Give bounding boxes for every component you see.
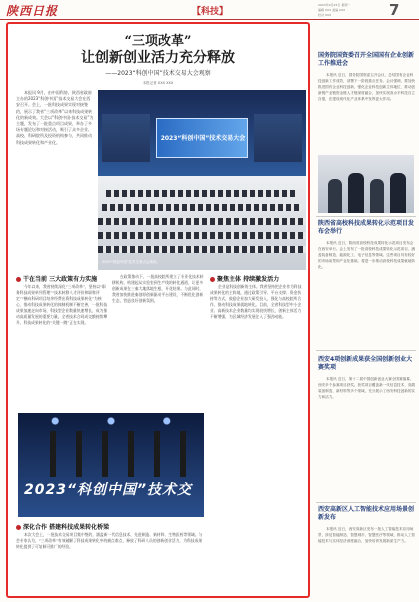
person-figure [390,173,406,213]
byline: 本报记者 XXX XXX [142,81,174,85]
section-3-heading [16,522,109,531]
sidebar-item-4-title: 西安高新区人工智能技术应用场景创新发布 [318,506,415,521]
section-2-body: 企业是科技创新的主体。我省坚持把企业作为科技成果转化的主阵地，通过政策引导、平台支撑、资金扶持等方式，鼓励企业加大研发投入，强化与高校院所合作，推动科技成果就地转化。目前，全省科技型中小企业、高新技术企业数量均实现较快增长，创新主体活力不断增强，为区域经济发展注入了强劲动能。 [210,284,302,319]
headline-line-2: 让创新创业活力充分释放 [81,50,235,66]
sidebar-item-1-body: 本报讯 近日，国务院国资委召开会议，总结国有企业科技创新工作成效，部署下一阶段重点任务。会议强调，要加快推进国有企业科技创新，强化企业科技创新主体地位，推动创新链产业链资金链人才链深度融合，加快实现高水平科技自立自强，在建设现代化产业体系中发挥更大作用。 [318,73,416,101]
pub-info-line: 编辑 XXX 美编 XXX [318,8,346,12]
photo-caption: 2023“科创中国”技术交易大会现场。 [102,260,161,264]
bullet-dot-icon [16,525,21,530]
audience-row [98,232,306,239]
stage-lights [18,413,204,429]
pub-info-line: 2023年9月25日 星期一 [318,3,351,7]
audience-row [98,218,306,225]
section-1-heading-text: 干在当前 三大政策有力实施 [23,276,98,283]
sidebar-photo [318,155,414,213]
newspaper-brand: 陕西日报 [6,4,59,18]
bullet-dot-icon [210,277,215,282]
sidebar-item-2-body: 本报讯 近日，陕西省高校科技成果转化示范项目发布会在西安举行。会上发布了一批高校科技成果转化示范项目，涵盖装备制造、能源化工、电子信息等领域。这些项目具有较好的市场前景和产业化基础，将进一步推动高校科技成果就地转化。 [318,241,416,269]
section-2-heading [210,274,279,283]
audience-row [98,246,306,253]
sidebar-item-3-title: 西安4项创新成果获全国创新创业大赛奖项 [318,356,413,371]
audience-row [106,190,298,197]
side-screen [102,114,150,162]
section-3-heading-text: 深化合作 搭建科技成果转化桥梁 [23,524,110,531]
page-number: 7 [389,1,400,19]
screen-title: 2023“科创中国”技术交易大会 [160,135,246,142]
lead-paragraph: 本报讯 9月，由中国科协、陕西省政府主办的2023“科创中国”技术交易大会在西安召开。会上，一批科技成果实现对接签约，展示了我省“三项改革”以来科技成果转化的新成效。大会以“科创中国·技术交易”为主题，发布了一批重点项目成果，举办了多场专题论坛和对接活动，吸引了众多企业、高校、科研院所及投资机构参与，共同推动科技成果转化和产业化。 [16,90,94,145]
divider [316,350,416,351]
publication-info [318,3,382,18]
sidebar-item-1-title: 国务院国资委召开全国国有企业创新工作推进会 [318,52,415,67]
section-2-heading-text: 聚焦主体 持续激发活力 [217,276,280,283]
stage-participants [34,431,188,477]
feature-article [6,22,310,598]
person-figure [348,173,364,213]
headline-line-1: “三项改革” [124,34,192,49]
divider [316,502,416,503]
conference-hall-photo [98,90,306,270]
signing-ceremony-photo [18,413,204,517]
section-3-body: 本次大会上，一批技术交易项目集中签约，涵盖新一代信息技术、先进制造、新材料、生物医药等领域。与会专家认为，“三项改革”有效破解了科技成果转化中的痛点难点，释放了科研人员的创新创业活力，为科技成果转化提供了可复制可推广的经验。 [16,532,203,549]
section-tag: 【科技】 [192,7,229,17]
pub-info-line: 校对 XXX [318,13,332,17]
bullet-dot-icon [16,277,21,282]
person-figure [370,179,384,213]
subheadline: ——2023“科创中国”技术交易大会观察 [105,70,211,77]
audience-row [102,204,302,211]
divider [316,216,416,217]
stage-banner-text: 2023“科创中国”技术交 [24,482,192,498]
side-screen [254,114,302,162]
section-1-body-continued: 在政策推动下，一批高校院所建立了专业化技术转移机构，构建起从实验室到生产线的转化通道，让更多创新成果在三秦大地落地生根、开花结果。与此同时，我省加快推进秦创原创新驱动平台建设，不断优化创新生态，营造良好创新氛围。 [112,274,204,303]
person-figure [328,179,342,213]
sidebar-item-4-body: 本报讯 近日，西安高新区发布一批人工智能技术应用场景，涉及智能制造、智慧城市、智慧医疗等领域，推动人工智能技术与实体经济深度融合，加快培育发展新质生产力。 [318,527,416,543]
sidebar-item-2-title: 陕西省高校科技成果转化示范项目发布会举行 [318,220,415,235]
masthead [0,0,419,20]
main-screen [156,118,248,158]
section-1-body: 今年以来，我省持续深化“三项改革”，坚持以“职务科技成果单列管理”“技术转移人才评价和职称评定”“横向科研项目结余经费出资科技成果转化”为核心，推动科技成果转化的体制机制不断完善，一批科技成果加速走向市场，科技型企业数量快速增长，成为推动高质量发展的重要力量。全省技术合同成交额持续攀升，科技成果转化的“关键一跳”正在实现。 [16,284,108,325]
section-1-heading [16,274,97,283]
sidebar-item-3-body: 本报讯 近日，第十二届中国创新创业大赛全国赛落幕，西安多个参赛项目获奖。获奖项目覆盖新一代信息技术、高端装备制造、新材料等多个领域，充分展示了西安科技创新的实力和活力。 [318,377,416,399]
